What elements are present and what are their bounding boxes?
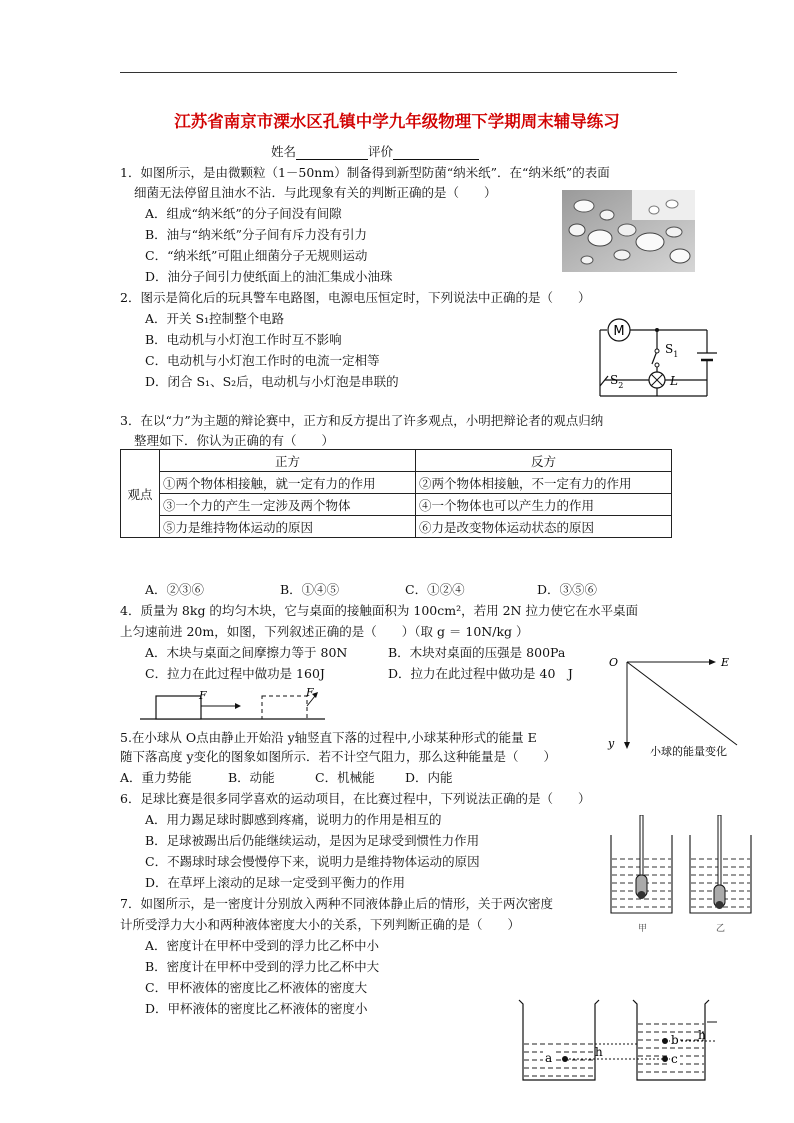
- q2-option-c: C．电动机与小灯泡工作时的电流一定相等: [145, 353, 380, 368]
- q3-option-a: A．②③⑥: [145, 582, 205, 597]
- s1-label: $S_1$: [665, 342, 679, 359]
- lamp-label: L: [670, 374, 678, 388]
- pro-cell: ③一个力的产生一定涉及两个物体: [160, 494, 416, 516]
- point-b: [662, 1038, 668, 1044]
- q4-option-c: C．拉力在此过程中做功是 160J: [145, 666, 325, 681]
- circuit-diagram: [590, 316, 720, 406]
- q6-option-d: D．在草坪上滚动的足球一定受到平衡力的作用: [145, 875, 406, 890]
- q6-option-b: B．足球被踢出后仍能继续运动，是因为足球受到惯性力作用: [145, 833, 480, 848]
- energy-line: [627, 662, 737, 745]
- q5-stem-2: 随下落高度 y变化的图象如图所示．若不计空气阻力，那么这种能量是（ ）: [120, 749, 557, 764]
- hydrometer-figure: [608, 815, 758, 935]
- moved-block: [262, 696, 307, 719]
- viewpoint-table: [120, 449, 672, 538]
- q1-stem-2: 细菌无法停留且油水不沾．与此现象有关的判断正确的是（ ）: [134, 185, 497, 200]
- q5-option-a: A．重力势能: [120, 770, 192, 785]
- height-label-2: h: [698, 1028, 706, 1042]
- q2-option-a: A．开关 S₁控制整个电路: [145, 311, 285, 326]
- q2-option-b: B．电动机与小灯泡工作时互不影响: [145, 332, 342, 347]
- point-c: [662, 1056, 668, 1062]
- q5-option-b: B．动能: [228, 770, 275, 785]
- energy-axis-label: E: [721, 656, 730, 669]
- q4-option-b: B．木块对桌面的压强是 800Pa: [388, 645, 566, 660]
- q3-stem-1: 3．在以“力”为主题的辩论赛中，正方和反方提出了许多观点，小明把辩论者的观点归纳: [120, 413, 604, 428]
- block-on-table-figure: [140, 684, 340, 724]
- q7-option-d: D．甲杯液体的密度比乙杯液体的密度小: [145, 1001, 368, 1016]
- q3-option-b: B．①④⑤: [280, 582, 340, 597]
- height-axis-label: y: [608, 737, 615, 750]
- origin-label: O: [609, 656, 619, 669]
- q5-stem-1: 5.在小球从 O点由静止开始沿 y轴竖直下落的过程中,小球某种形式的能量 E: [120, 730, 537, 745]
- con-cell: ②两个物体相接触，不一定有力的作用: [416, 472, 672, 494]
- wood-block: [156, 696, 201, 719]
- q1-option-b: B．油与“纳米纸”分子间有斥力没有引力: [145, 227, 367, 242]
- page-title: 江苏省南京市溧水区孔镇中学九年级物理下学期周末辅导练习: [174, 112, 620, 131]
- q7-option-a: A．密度计在甲杯中受到的浮力比乙杯中小: [145, 938, 380, 953]
- q6-stem: 6．足球比赛是很多同学喜欢的运动项目，在比赛过程中，下列说法正确的是（ ）: [120, 791, 591, 806]
- q3-option-c: C．①②④: [405, 582, 465, 597]
- q7-stem-2: 计所受浮力大小和两种液体密度大小的关系，下列判断正确的是（ ）: [120, 917, 521, 932]
- col-pro-header: 正方: [160, 450, 416, 472]
- pro-cell: ①两个物体相接触，就一定有力的作用: [160, 472, 416, 494]
- score-label: 评价: [368, 144, 394, 159]
- point-c-label: c: [671, 1052, 678, 1066]
- q1-option-c: C．“纳米纸”可阻止细菌分子无规则运动: [145, 248, 368, 263]
- con-cell: ⑥力是改变物体运动状态的原因: [416, 516, 672, 538]
- con-cell: ④一个物体也可以产生力的作用: [416, 494, 672, 516]
- q5-option-d: D．内能: [405, 770, 453, 785]
- q2-option-d: D．闭合 S₁、S₂后，电动机与小灯泡是串联的: [145, 374, 399, 389]
- header-rule: [120, 72, 677, 73]
- name-blank[interactable]: [296, 146, 368, 160]
- s2-label: $S_2$: [610, 373, 624, 390]
- q3-option-d: D．③⑤⑥: [537, 582, 598, 597]
- q1-stem-1: 1．如图所示，是由微颗粒（1－50nm）制备得到新型防菌“纳米纸”．在“纳米纸”的表面: [120, 165, 610, 180]
- height-label-1: h: [595, 1045, 603, 1059]
- q3-stem-2: 整理如下．你认为正确的有（ ）: [134, 433, 335, 448]
- q4-stem-1: 4．质量为 8kg 的均匀木块，它与桌面的接触面积为 100cm²，若用 2N 拉力使它在水平桌面: [120, 603, 638, 618]
- q2-stem: 2．图示是简化后的玩具警车电路图，电源电压恒定时，下列说法中正确的是（ ）: [120, 290, 591, 305]
- score-blank[interactable]: [393, 146, 479, 160]
- q5-option-c: C．机械能: [315, 770, 375, 785]
- beaker-pressure-figure: [515, 998, 725, 1084]
- point-a-label: a: [545, 1051, 553, 1065]
- q1-option-a: A．组成“纳米纸”的分子间没有间隙: [145, 206, 342, 221]
- q7-stem-1: 7．如图所示，是一密度计分别放入两种不同液体静止后的情形，关于两次密度: [120, 896, 553, 911]
- q7-option-c: C．甲杯液体的密度比乙杯液体的密度大: [145, 980, 368, 995]
- point-a: [562, 1056, 568, 1062]
- name-label: 姓名: [271, 144, 297, 159]
- name-score-line: [271, 142, 479, 160]
- force-label: F: [199, 689, 207, 702]
- q7-option-b: B．密度计在甲杯中受到的浮力比乙杯中大: [145, 959, 380, 974]
- point-b-label: b: [671, 1033, 679, 1047]
- q6-option-c: C．不踢球时球会慢慢停下来，说明力是维持物体运动的原因: [145, 854, 480, 869]
- col-con-header: 反方: [416, 450, 672, 472]
- pro-cell: ⑤力是维持物体运动的原因: [160, 516, 416, 538]
- row-header: 观点: [121, 450, 160, 538]
- nano-paper-photo: [562, 190, 695, 272]
- q6-option-a: A．用力踢足球时脚感到疼痛，说明力的作用是相互的: [145, 812, 442, 827]
- energy-height-graph: [604, 652, 794, 760]
- cup-yi-label: 乙: [716, 924, 726, 934]
- q4-option-a: A．木块与桌面之间摩擦力等于 80N: [145, 645, 348, 660]
- q1-option-d: D．油分子间引力使纸面上的油汇集成小油珠: [145, 269, 393, 284]
- force-label: F: [306, 686, 314, 699]
- q4-stem-2: 上匀速前进 20m，如图，下列叙述正确的是（ ）（取 g ＝ 10N/kg ）: [120, 624, 529, 639]
- cup-jia-label: 甲: [638, 924, 648, 934]
- q4-option-d: D．拉力在此过程中做功是 40 J: [388, 666, 573, 681]
- graph-caption: 小球的能量变化: [650, 745, 727, 758]
- motor-label: M: [613, 324, 625, 339]
